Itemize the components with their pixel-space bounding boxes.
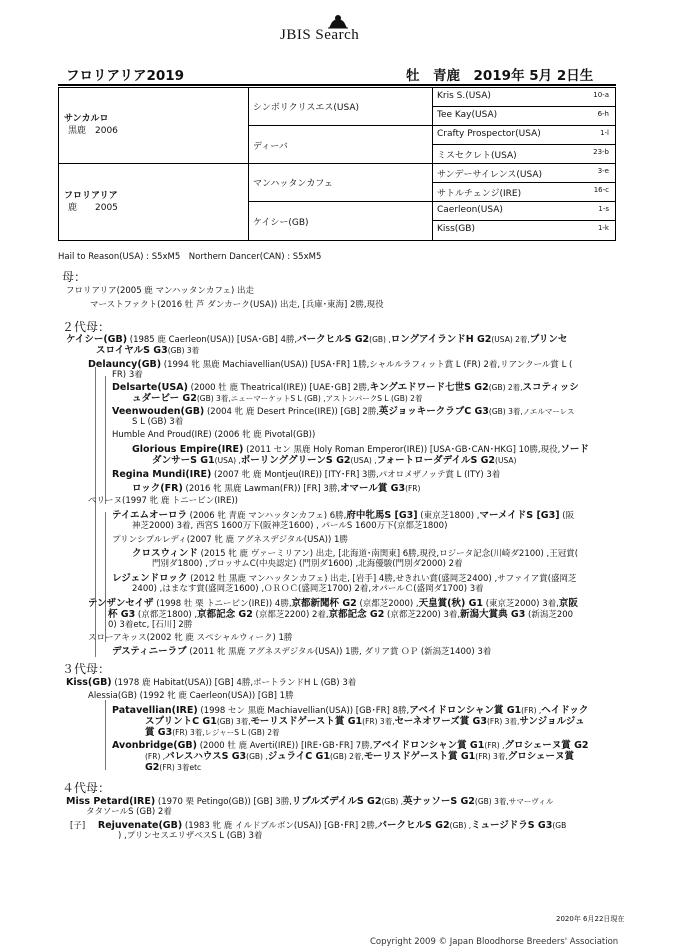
family-line: 賞 G3(FR) 3着,レジャーS L (GB) 2着 xyxy=(145,727,280,738)
family-line: ロック(FR) (2016 牝 黒鹿 Lawman(FR)) [FR] 3勝,オマール賞 G3(FR) xyxy=(132,483,421,494)
copyright: Copyright 2009 © Japan Bloodhorse Breeders' Association xyxy=(370,937,619,947)
family-line: ダンサーS G1(USA) ,ボーリンググリーンS G2(USA) ,フォートローダデイルS G2(USA) xyxy=(152,455,517,466)
family-line: FR) 3着 xyxy=(112,370,143,380)
family-line: Patavellian(IRE) (1998 セン 黒鹿 Machiavellian(USA)) [GB･FR] 8勝,アベイドロンシャン賞 G1(FR) ,ヘイドック xyxy=(112,705,589,716)
family-line: フロリアリア(2005 鹿 マンハッタンカフェ) 出走 xyxy=(66,286,255,296)
family-line: Veenwouden(GB) (2004 牝 鹿 Desert Prince(IRE)) [GB] 2勝,英ジョッキークラブC G3(GB) 3着,ノエルマーレス xyxy=(112,406,575,417)
tree-line xyxy=(105,700,106,770)
family-line: テイエムオーロラ (2006 牝 青鹿 マンハッタンカフェ) 6勝,府中牝馬S [G3] (東京芝1800) ,マーメイドS [G3] (阪 xyxy=(112,510,575,521)
title-bar xyxy=(58,62,616,86)
section-g4: ４代母： xyxy=(62,781,111,795)
gen3-8: Kiss(GB) 1-k xyxy=(437,224,609,234)
section-g2: ２代母： xyxy=(62,320,111,334)
family-line: スプリントC G1(GB) 3着,モーリスドゲースト賞 G1(FR) 3着,セーネオワーズ賞 G3(FR) 3着,サンジョルジュ xyxy=(145,716,585,727)
section-dam: 母： xyxy=(62,270,87,284)
as-of-date: 2020年 6月22日現在 xyxy=(556,915,625,923)
section-g3: ３代母： xyxy=(62,662,111,676)
family-line: 2400) ,はまなす賞(盛岡芝1600) ,ＯＲＯＣ(盛岡芝1700) 2着,オパールＣ(盛岡ダ1700) 3着 xyxy=(132,584,484,594)
dam-name: フロリアリア xyxy=(64,191,118,201)
family-line: (FR) ,パレスハウスS G3(GB) ,ジュライC G1(GB) 2着,モーリスドゲースト賞 G1(FR) 3着,グロシェーヌ賞 xyxy=(145,751,575,762)
gen2-sire-dam: ディーバ xyxy=(253,142,288,152)
pedigree-table xyxy=(58,87,616,241)
tree-line xyxy=(105,376,106,504)
family-line: ペリーヌ(1997 牝 鹿 トニービン(IRE)) xyxy=(88,496,238,506)
family-line: 門別ダ1800) ,ブロッサムC(中央認定) (門別ダ1600) ,北海優駿(門別ダ2000) 2着 xyxy=(152,559,463,569)
inbreeding-line: Hail to Reason(USA) : S5xM5 Northern Dancer(CAN) : S5xM5 xyxy=(58,252,322,262)
family-line: スローアキッス(2002 牝 鹿 スペシャルウィーク) 1勝 xyxy=(88,633,293,643)
family-line: レジェンドロック (2012 牡 黒鹿 マンハッタンカフェ) 出走, [岩手] 4勝,せきれい賞(盛岡芝2400) ,サファイア賞(盛岡芝 xyxy=(112,573,577,584)
family-line: クロスウィンド (2015 牝 鹿 ヴァーミリアン) 出走, [北海道･南関東] 6勝,現役,ロジータ記念(川崎ダ2100) ,王冠賞( xyxy=(132,548,579,559)
family-line: マーストファクト(2016 牡 芦 ダンカーク(USA)) 出走, [兵庫･東海] 2勝,現役 xyxy=(90,300,384,310)
dam-info: 鹿 2005 xyxy=(68,203,118,213)
horse-info: 牡 青鹿 2019年 5月 2日生 xyxy=(406,68,594,84)
family-line: スロイヤルS G3(GB) 3着 xyxy=(96,345,200,356)
family-line: 神芝2000) 3着, 西宮S 1600万下(阪神芝1600) , パールS 1600万下(京都芝1800) xyxy=(132,521,448,531)
family-line: デスティニーラブ (2011 牝 黒鹿 アグネスデジタル(USA)) 1勝, ダリア賞 ＯＰ (新潟芝1400) 3着 xyxy=(112,646,492,657)
gen2-dam-sire: マンハッタンカフェ xyxy=(253,179,333,189)
family-line: ) ,プリンセスエリザベスS L (GB) 3着 xyxy=(118,831,263,841)
horse-name: フロリアリア2019 xyxy=(66,68,185,84)
family-line: Glorious Empire(IRE) (2011 セン 黒鹿 Holy Roman Emperor(IRE)) [USA･GB･CAN･HKG] 10勝,現役,ソード xyxy=(132,444,589,455)
family-line: Delauncy(GB) (1994 牝 黒鹿 Machiavellian(USA)) [USA･FR] 1勝,シャルルラフィット賞 L (FR) 2着,リアンクール賞 L ( xyxy=(88,359,573,370)
family-line: S L (GB) 3着 xyxy=(132,417,184,427)
family-line: Humble And Proud(IRE) (2006 牝 鹿 Pivotal(GB)) xyxy=(112,430,316,440)
family-line: プリンシプルレディ(2007 牝 鹿 アグネスデジタル(USA)) 1勝 xyxy=(112,535,348,545)
gen3-5: サンデーサイレンス(USA) 3-e xyxy=(437,167,609,180)
family-line: テンザンセイザ (1998 牡 栗 トニービン(IRE)) 4勝,京都新聞杯 G2 (京都芝2000) ,天皇賞(秋) G1 (東京芝2000) 3着,京阪 xyxy=(88,598,578,609)
gen3-2: Tee Kay(USA) 6-h xyxy=(437,110,609,120)
family-line: ケイシー(GB) (1985 鹿 Caerleon(USA)) [USA･GB] 4勝,パークヒルS G2(GB) ,ロングアイランドH G2(USA) 2着,プリンセ xyxy=(66,334,568,345)
family-line: Regina Mundi(IRE) (2007 牝 鹿 Montjeu(IRE)) [ITY･FR] 3勝,パオロメザノッテ賞 L (ITY) 3着 xyxy=(112,469,501,480)
jbis-logo xyxy=(276,10,396,42)
gen3-3: Crafty Prospector(USA) 1-l xyxy=(437,129,609,139)
family-line: Avonbridge(GB) (2000 牡 鹿 Averti(IRE)) [IRE･GB･FR] 7勝,アベイドロンシャン賞 G1(FR) ,グロシェーヌ賞 G2 xyxy=(112,740,589,751)
family-line: ュダービー G2(GB) 3着,ニューマーケットS L (GB) ,アストンパークS L (GB) 2着 xyxy=(132,393,423,404)
family-line: G2(FR) 3着etc xyxy=(145,762,202,773)
tree-line xyxy=(95,367,96,657)
gen3-6: サトルチェンジ(IRE) 16-c xyxy=(437,186,609,199)
family-line: Kiss(GB) (1978 鹿 Habitat(USA)) [GB] 4勝,ポートランドH L (GB) 3着 xyxy=(66,677,357,688)
gen3-4: ミスセクレト(USA) 23-b xyxy=(437,148,609,161)
family-line: Delsarte(USA) (2000 牡 鹿 Theatrical(IRE)) [UAE･GB] 2勝,キングエドワード七世S G2(GB) 2着,スコティッシ xyxy=(112,382,579,393)
family-line: タタソールS (GB) 2着 xyxy=(86,807,172,817)
family-line: 0) 3着etc, [石川] 2勝 xyxy=(108,620,193,630)
logo-text: JBIS Search xyxy=(280,27,360,43)
family-line: Miss Petard(IRE) (1970 栗 Petingo(GB)) [GB] 3勝,リブルズデイルS G2(GB) ,英ナッソーS G2(GB) 3着,サマーヴィル xyxy=(66,796,554,807)
tree-line xyxy=(105,512,106,642)
family-line: Alessia(GB) (1992 牝 鹿 Caerleon(USA)) [GB] 1勝 xyxy=(88,691,294,701)
gen3-7: Caerleon(USA) 1-s xyxy=(437,205,609,215)
gen3-1: Kris S.(USA) 10-a xyxy=(437,91,609,101)
sire-info: 黒鹿 2006 xyxy=(68,126,118,136)
gen2-dam-dam: ケイシー(GB) xyxy=(253,218,309,228)
sire-name: サンカルロ xyxy=(64,114,109,124)
family-line: 杯 G3 (京都芝1800) ,京都記念 G2 (京都芝2200) 2着,京都記念 G2 (京都芝2200) 3着,新潟大賞典 G3 (新潟芝200 xyxy=(108,609,574,620)
family-line: [子] Rejuvenate(GB) (1983 牝 鹿 イルドブルボン(USA)) [GB･FR] 2勝,パークヒルS G2(GB) ,ミュージドラS G3(GB xyxy=(70,820,567,831)
gen2-sire-sire: シンボリクリスエス(USA) xyxy=(253,103,360,113)
